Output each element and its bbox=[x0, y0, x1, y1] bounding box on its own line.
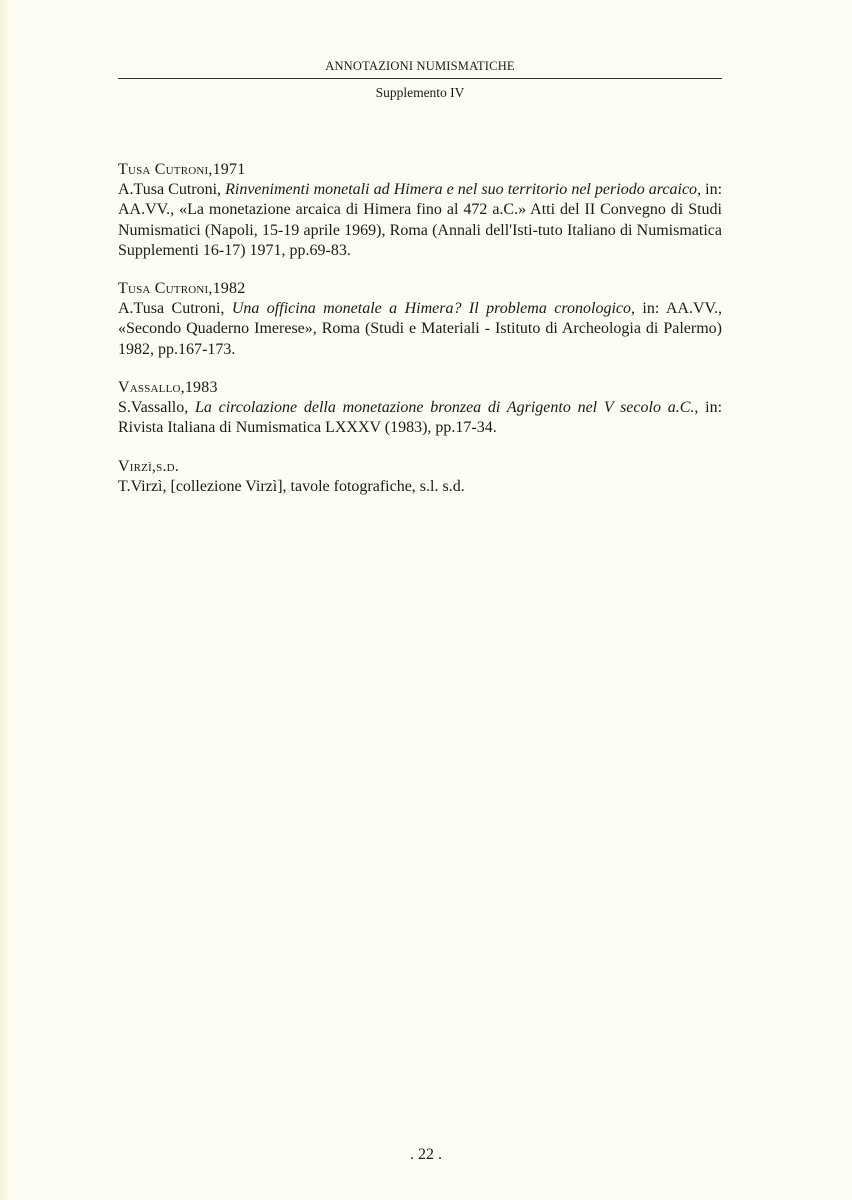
bibliography-entry bbox=[118, 457, 722, 497]
header-title: ANNOTAZIONI NUMISMATICHE bbox=[325, 59, 515, 73]
entry-citation bbox=[118, 398, 722, 439]
entry-details: , in: AA.VV., «La monetazione arcaica di Himera fino al 472 a.C.» Atti del II Convegno di Studi Numismatici (Napoli, 15-19 aprile 1969), Roma (Annali dell'Isti-tuto Italiano di Numismatica Supplementi 16-17) 1971, pp.69-83. bbox=[118, 181, 723, 259]
entry-citation bbox=[118, 180, 722, 261]
header-rule bbox=[118, 78, 722, 79]
entry-citation bbox=[118, 299, 722, 360]
bibliography-list bbox=[118, 160, 722, 515]
header-subtitle: Supplemento IV bbox=[375, 85, 465, 100]
bibliography-entry bbox=[118, 279, 722, 360]
entry-title: Una officina monetale a Himera? Il problema cronologico bbox=[231, 300, 631, 318]
entry-author: A.Tusa Cutroni, bbox=[118, 181, 226, 198]
entry-details: , in: AA.VV., «Secondo Quaderno Imerese», Roma (Studi e Materiali - Istituto di Archeologia di Palermo) 1982, pp.167-173. bbox=[118, 300, 722, 358]
entry-title: La circolazione della monetazione bronzea di Agrigento nel V secolo a.C. bbox=[194, 399, 695, 417]
running-header bbox=[118, 58, 722, 102]
entry-citation bbox=[118, 477, 722, 497]
page-number: . 22 . bbox=[410, 1146, 442, 1163]
entry-title: Rinvenimenti monetali ad Himera e nel suo territorio nel periodo arcaico bbox=[225, 181, 698, 198]
entry-author: T.Virzì, [collezione Virzì], tavole fotografiche, s.l. s.d. bbox=[118, 477, 465, 495]
entry-key: Tusa Cutroni,1971 bbox=[118, 161, 246, 178]
bibliography-entry bbox=[118, 160, 722, 261]
entry-author: S.Vassallo, bbox=[118, 399, 195, 417]
bibliography-entry bbox=[118, 378, 722, 439]
entry-key: Tusa Cutroni,1982 bbox=[118, 280, 246, 298]
page-edge-shadow bbox=[0, 0, 10, 1200]
entry-details: , in: Rivista Italiana di Numismatica LXXXV (1983), pp.17-34. bbox=[118, 399, 723, 437]
entry-key: Vassallo,1983 bbox=[118, 379, 218, 397]
entry-author: A.Tusa Cutroni, bbox=[118, 300, 232, 318]
entry-key: Virzì,s.d. bbox=[118, 457, 179, 475]
